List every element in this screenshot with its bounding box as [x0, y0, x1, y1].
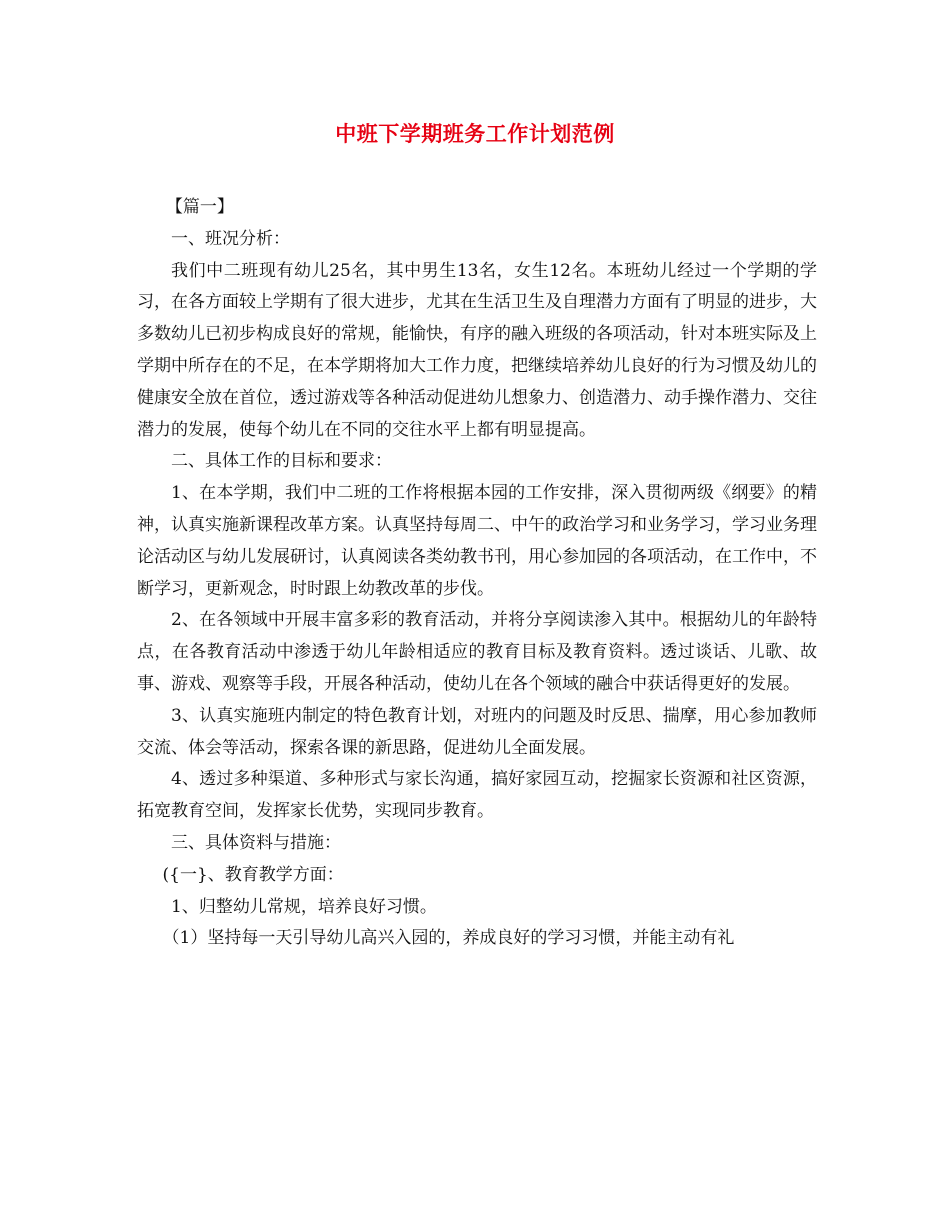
document-body	[137, 192, 817, 955]
paragraph-goal-1: 1、在本学期，我们中二班的工作将根据本园的工作安排，深入贯彻两级《纲要》的精神，认真实施新课程改革方案。认真坚持每周二、中午的政治学习和业务学习，学习业务理论活动区与幼儿发展研讨，认真阅读各类幼教书刊，用心参加园的各项活动，在工作中，不断学习，更新观念，时时跟上幼教改革的步伐。	[137, 483, 817, 599]
subheading-teaching: ({一}、教育教学方面：	[162, 864, 344, 885]
heading-goals: 二、具体工作的目标和要求：	[171, 451, 392, 472]
paragraph-class-analysis: 我们中二班现有幼儿25名，其中男生13名，女生12名。本班幼儿经过一个学期的学习，在各方面较上学期有了很大进步，尤其在生活卫生及自理潜力方面有了明显的进步，大多数幼儿已初步构成良好的常规，能愉快，有序的融入班级的各项活动，针对本班实际及上学期中所存在的不足，在本学期将加大工作力度，把继续培养幼儿良好的行为习惯及幼儿的健康安全放在首位，透过游戏等各种活动促进幼儿想象力、创造潜力、动手操作潜力、交往潜力的发展，使每个幼儿在不同的交往水平上都有明显提高。	[137, 260, 817, 440]
item-habits: 1、归整幼儿常规，培养良好习惯。	[171, 896, 437, 917]
heading-measures: 三、具体资料与措施：	[171, 832, 341, 853]
item-habits-1: （1）坚持每一天引导幼儿高兴入园的，养成良好的学习习惯，并能主动有礼	[162, 928, 735, 949]
document-title: 中班下学期班务工作计划范例	[335, 121, 615, 146]
heading-class-analysis: 一、班况分析：	[171, 228, 290, 249]
paragraph-goal-2: 2、在各领域中开展丰富多彩的教育活动，并将分享阅读渗入其中。根据幼儿的年龄特点，在各教育活动中渗透于幼儿年龄相适应的教育目标及教育资料。透过谈话、儿歌、故事、游戏、观察等手段，开展各种活动，使幼儿在各个领域的融合中获话得更好的发展。	[137, 610, 817, 694]
paragraph-goal-4: 4、透过多种渠道、多种形式与家长沟通，搞好家园互动，挖掘家长资源和社区资源，拓宽教育空间，发挥家长优势，实现同步教育。	[137, 769, 817, 822]
paragraph-goal-3: 3、认真实施班内制定的特色教育计划，对班内的问题及时反思、揣摩，用心参加教师交流、体会等活动，探索各课的新思路，促进幼儿全面发展。	[137, 705, 817, 758]
section-heading-part-one: 【篇一】	[165, 197, 234, 217]
